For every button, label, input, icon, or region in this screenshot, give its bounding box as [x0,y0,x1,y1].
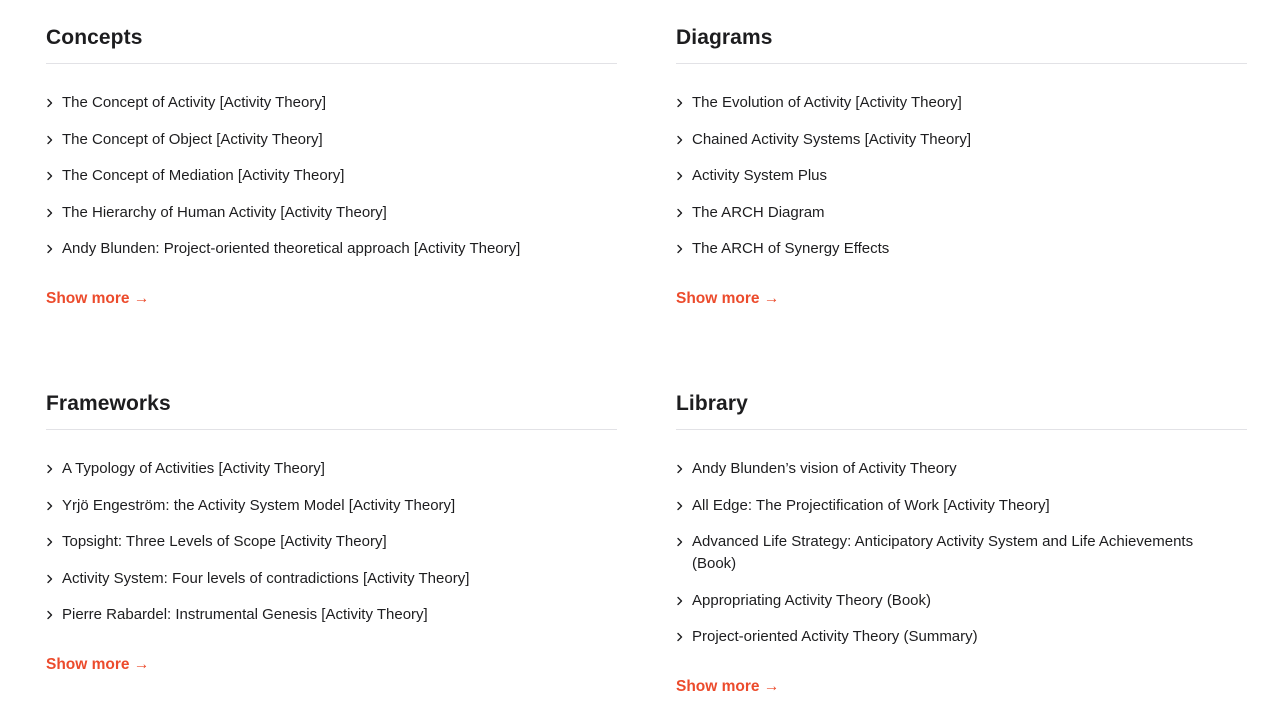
list-item-label: The Hierarchy of Human Activity [Activity Theory] [62,203,387,221]
item-list [676,430,1247,648]
list-item[interactable] [46,531,617,553]
list-item[interactable] [46,238,617,260]
list-item[interactable] [676,129,1247,151]
list-item[interactable] [676,202,1247,224]
list-item[interactable] [676,165,1247,187]
list-item[interactable] [46,92,617,114]
list-item[interactable] [676,495,1247,517]
list-item[interactable] [46,458,617,480]
section-library [676,388,1247,698]
section-title: Concepts [46,22,617,64]
list-item[interactable] [676,590,1247,612]
show-more-link[interactable]: Show more → [676,290,780,307]
item-list [46,430,617,626]
list-item[interactable] [676,626,1247,648]
chevron-right-icon [46,495,62,517]
list-item-label: The ARCH Diagram [692,203,825,221]
list-item-label: Andy Blunden’s vision of Activity Theory [692,460,957,477]
chevron-right-icon [46,92,62,114]
chevron-right-icon [676,129,692,151]
section-diagrams [676,22,1247,310]
list-item-label: Topsight: Three Levels of Scope [Activity Theory] [62,533,387,550]
chevron-right-icon [46,129,62,151]
list-item[interactable] [46,568,617,590]
show-more-link[interactable]: Show more → [46,656,150,673]
chevron-right-icon [46,238,62,260]
list-item-label: The Concept of Object [Activity Theory] [62,130,323,148]
list-item-label: Chained Activity Systems [Activity Theory] [692,130,971,148]
chevron-right-icon [676,495,692,517]
list-item[interactable] [46,165,617,187]
section-concepts [46,22,617,310]
show-more-link[interactable]: Show more → [676,678,780,695]
chevron-right-icon [46,531,62,553]
chevron-right-icon [676,458,692,480]
list-item-label: Pierre Rabardel: Instrumental Genesis [Activity Theory] [62,606,428,623]
list-item[interactable] [46,604,617,626]
chevron-right-icon [676,92,692,114]
list-item-label: Yrjö Engeström: the Activity System Model [Activity Theory] [62,496,456,514]
list-item-label: All Edge: The Projectification of Work [Activity Theory] [692,496,1050,514]
list-item[interactable] [676,458,1247,480]
list-item-label: The Evolution of Activity [Activity Theory] [692,94,962,111]
list-item-label: Appropriating Activity Theory (Book) [692,591,931,609]
list-item-label: The Concept of Mediation [Activity Theory] [62,167,345,184]
item-list [46,64,617,260]
list-item[interactable] [46,495,617,517]
show-more-link[interactable]: Show more → [46,290,150,307]
chevron-right-icon [676,531,692,553]
list-item[interactable] [676,531,1247,575]
chevron-right-icon [676,626,692,648]
chevron-right-icon [676,202,692,224]
list-item-label: The ARCH of Synergy Effects [692,240,890,257]
list-item-label: Andy Blunden: Project-oriented theoretical approach [Activity Theory] [62,240,521,257]
list-item-label: Project-oriented Activity Theory (Summary) [692,628,978,645]
list-item-label: A Typology of Activities [Activity Theory] [62,460,325,477]
list-item-label: Activity System Plus [692,167,828,184]
chevron-right-icon [46,458,62,480]
section-title: Frameworks [46,388,617,430]
section-title: Diagrams [676,22,1247,64]
chevron-right-icon [676,165,692,187]
list-item-label: Advanced Life Strategy: Anticipatory Activity System and Life Achievements (Book) [692,533,1194,572]
chevron-right-icon [46,202,62,224]
section-title: Library [676,388,1247,430]
list-item[interactable] [676,238,1247,260]
chevron-right-icon [46,165,62,187]
list-item-label: Activity System: Four levels of contradictions [Activity Theory] [62,569,470,587]
list-item[interactable] [676,92,1247,114]
list-item[interactable] [46,202,617,224]
chevron-right-icon [46,568,62,590]
list-item[interactable] [46,129,617,151]
chevron-right-icon [46,604,62,626]
chevron-right-icon [676,590,692,612]
item-list [676,64,1247,260]
chevron-right-icon [676,238,692,260]
list-item-label: The Concept of Activity [Activity Theory] [62,94,326,111]
section-frameworks [46,388,617,676]
